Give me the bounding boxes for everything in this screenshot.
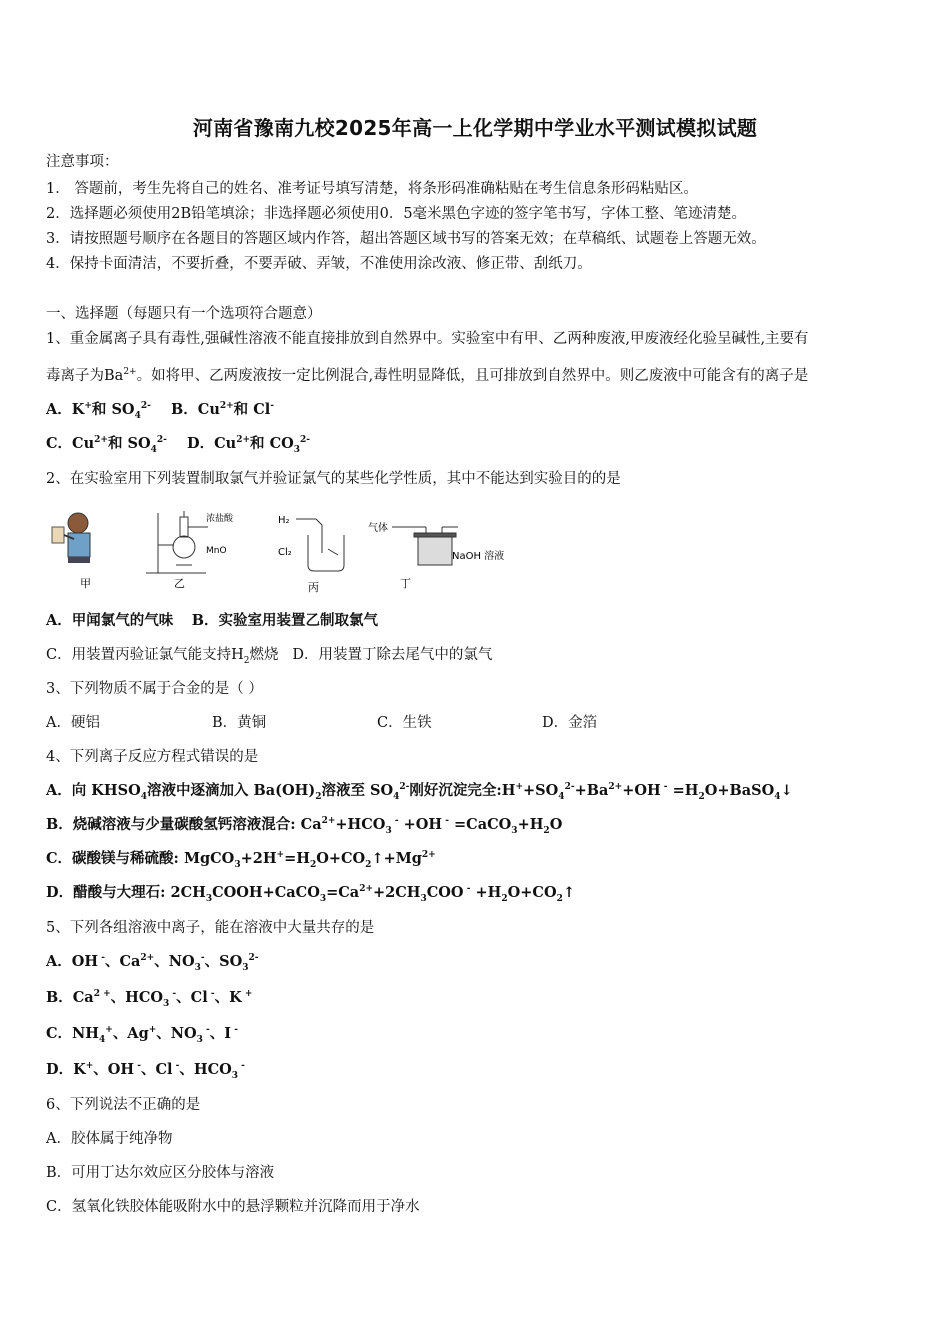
q2-stem: 2、在实验室用下列装置制取氯气并验证氯气的某些化学性质，其中不能达到实验目的的是 <box>46 471 621 487</box>
q4-stem: 4、下列离子反应方程式错误的是 <box>46 749 259 765</box>
q3-option: C．生铁 <box>377 715 432 731</box>
q4-option-a: A．向 $KHSO_4$溶液中逐滴加入 $Ba(OH)_2$溶液至 $SO_4^{2-}$刚好沉淀完全$:H^++SO_4^{2-}+Ba^{2+}+OH$ $^- =H_2O+BaSO_4↓$ <box>46 782 793 802</box>
figure-bing <box>296 519 344 571</box>
label-jia: 甲 <box>80 577 91 590</box>
section-heading: 一、选择题（每题只有一个选项符合题意） <box>46 306 322 322</box>
figure-jia <box>52 513 90 563</box>
figure-yi <box>146 511 208 573</box>
q3-option: D．金箔 <box>542 715 598 731</box>
label-ding: 丁 <box>400 577 411 590</box>
q3-stem: 3、下列物质不属于合金的是（ ） <box>46 681 263 697</box>
q4-option-d: D．醋酸与大理石: $2CH_3COOH+CaCO_3=Ca^{2+}+2CH_3COO$ $^- +H_2O+CO_2↑$ <box>46 884 575 904</box>
q2-option-a: A．甲闻氯气的气味 <box>46 612 174 629</box>
q2-option-c: C．用装置丙验证氯气能支持H <box>46 647 244 663</box>
q6-stem: 6、下列说法不正确的是 <box>46 1097 201 1113</box>
q5-option-a: A．OH -、$Ca^{2+}$、$NO_3^-$、$SO_3^{2-}$ <box>46 953 259 973</box>
label-bing: 丙 <box>308 581 319 594</box>
page-title: 河南省豫南九校2025年高一上化学期中学业水平测试模拟试题 <box>192 116 758 140</box>
q1-text-b: 。如将甲、乙两废液按一定比例混合,毒性明显降低，且可排放到自然界中。则乙废液中可能含有的离子是 <box>136 368 809 384</box>
apparatus-figure <box>46 505 526 595</box>
q1-options-ab: A．K+和 $SO_4^{2-}$ B．$Cu^{2+}$和 Cl- <box>46 401 275 421</box>
q4-option-b: B．烧碱溶液与少量碳酸氢钙溶液混合: $Ca^{2+}+HCO_3$ - +OH $^- =CaCO_3+H_2O$ <box>46 816 563 836</box>
figure-ding <box>392 527 458 565</box>
q1-stem-line2 <box>46 364 808 385</box>
q6-option: B．可用丁达尔效应区分胶体与溶液 <box>46 1165 275 1181</box>
q6-option: A．胶体属于纯净物 <box>46 1131 173 1147</box>
notice-item: 4．保持卡面清洁，不要折叠，不要弄破、弄皱，不准使用涂改液、修正带、刮纸刀。 <box>46 256 592 272</box>
q5-option-c: C．$NH_4^+$、Ag+、$NO_3$ -、I - <box>46 1025 238 1045</box>
q3-option: A．硬铝 <box>46 715 100 731</box>
q2-option-c-post: 燃烧 <box>249 647 279 663</box>
q5-stem: 5、下列各组溶液中离子，能在溶液中大量共存的是 <box>46 920 375 936</box>
q4-option-c: C．碳酸镁与稀硫酸: $MgCO_3+2H^+=H_2O+CO_2↑+Mg^{2+}$ <box>46 850 436 870</box>
label-gas: 气体 <box>368 523 388 534</box>
q5-option-d: D．K+、OH -、Cl -、$HCO_3$ - <box>46 1061 245 1081</box>
notice-heading: 注意事项： <box>46 154 119 170</box>
notice-item: 2．选择题必须使用2B铅笔填涂；非选择题必须使用0．5毫米黑色字迹的签字笔书写，字体工整、笔迹清楚。 <box>46 206 747 222</box>
label-h2: H₂ <box>278 515 290 526</box>
q2-option-b: B．实验室用装置乙制取氯气 <box>191 612 378 629</box>
label-mno2: MnO <box>206 546 227 556</box>
q1-stem-line1: 1、重金属离子具有毒性,强碱性溶液不能直接排放到自然界中。实验室中有甲、乙两种废液,甲废液经化验呈碱性,主要有 <box>46 331 809 347</box>
q2-options-cd <box>46 643 492 666</box>
q2-options-ab <box>46 609 378 630</box>
q1-sup: 2+ <box>123 367 137 378</box>
q1-options-cd: C．$Cu^{2+}$和 $SO_4^{2-}$ D．$Cu^{2+}$和 $CO_3^{2-}$ <box>46 435 311 455</box>
notice-item: 3．请按照题号顺序在各题目的答题区域内作答，超出答题区域书写的答案无效；在草稿纸、试题卷上答题无效。 <box>46 231 766 247</box>
q1-text-a: 毒离子为Ba <box>46 368 124 384</box>
q6-option: C．氢氧化铁胶体能吸附水中的悬浮颗粒并沉降而用于净水 <box>46 1199 420 1215</box>
q2-option-d: D．用装置丁除去尾气中的氯气 <box>292 647 493 663</box>
label-hcl: 浓盐酸 <box>206 514 234 524</box>
notice-item: 1． 答题前，考生先将自己的姓名、准考证号填写清楚，将条形码准确粘贴在考生信息条形码粘贴区。 <box>46 181 698 197</box>
q5-option-b: B．$Ca^{2 +}$、$HCO_3$ -、Cl -、K + <box>46 989 253 1009</box>
q3-option: B．黄铜 <box>212 715 267 731</box>
q2-option-c-sub: 2 <box>243 655 250 666</box>
label-naoh: NaOH 溶液 <box>452 551 505 562</box>
label-cl2: Cl₂ <box>278 547 292 558</box>
label-yi: 乙 <box>174 577 185 590</box>
